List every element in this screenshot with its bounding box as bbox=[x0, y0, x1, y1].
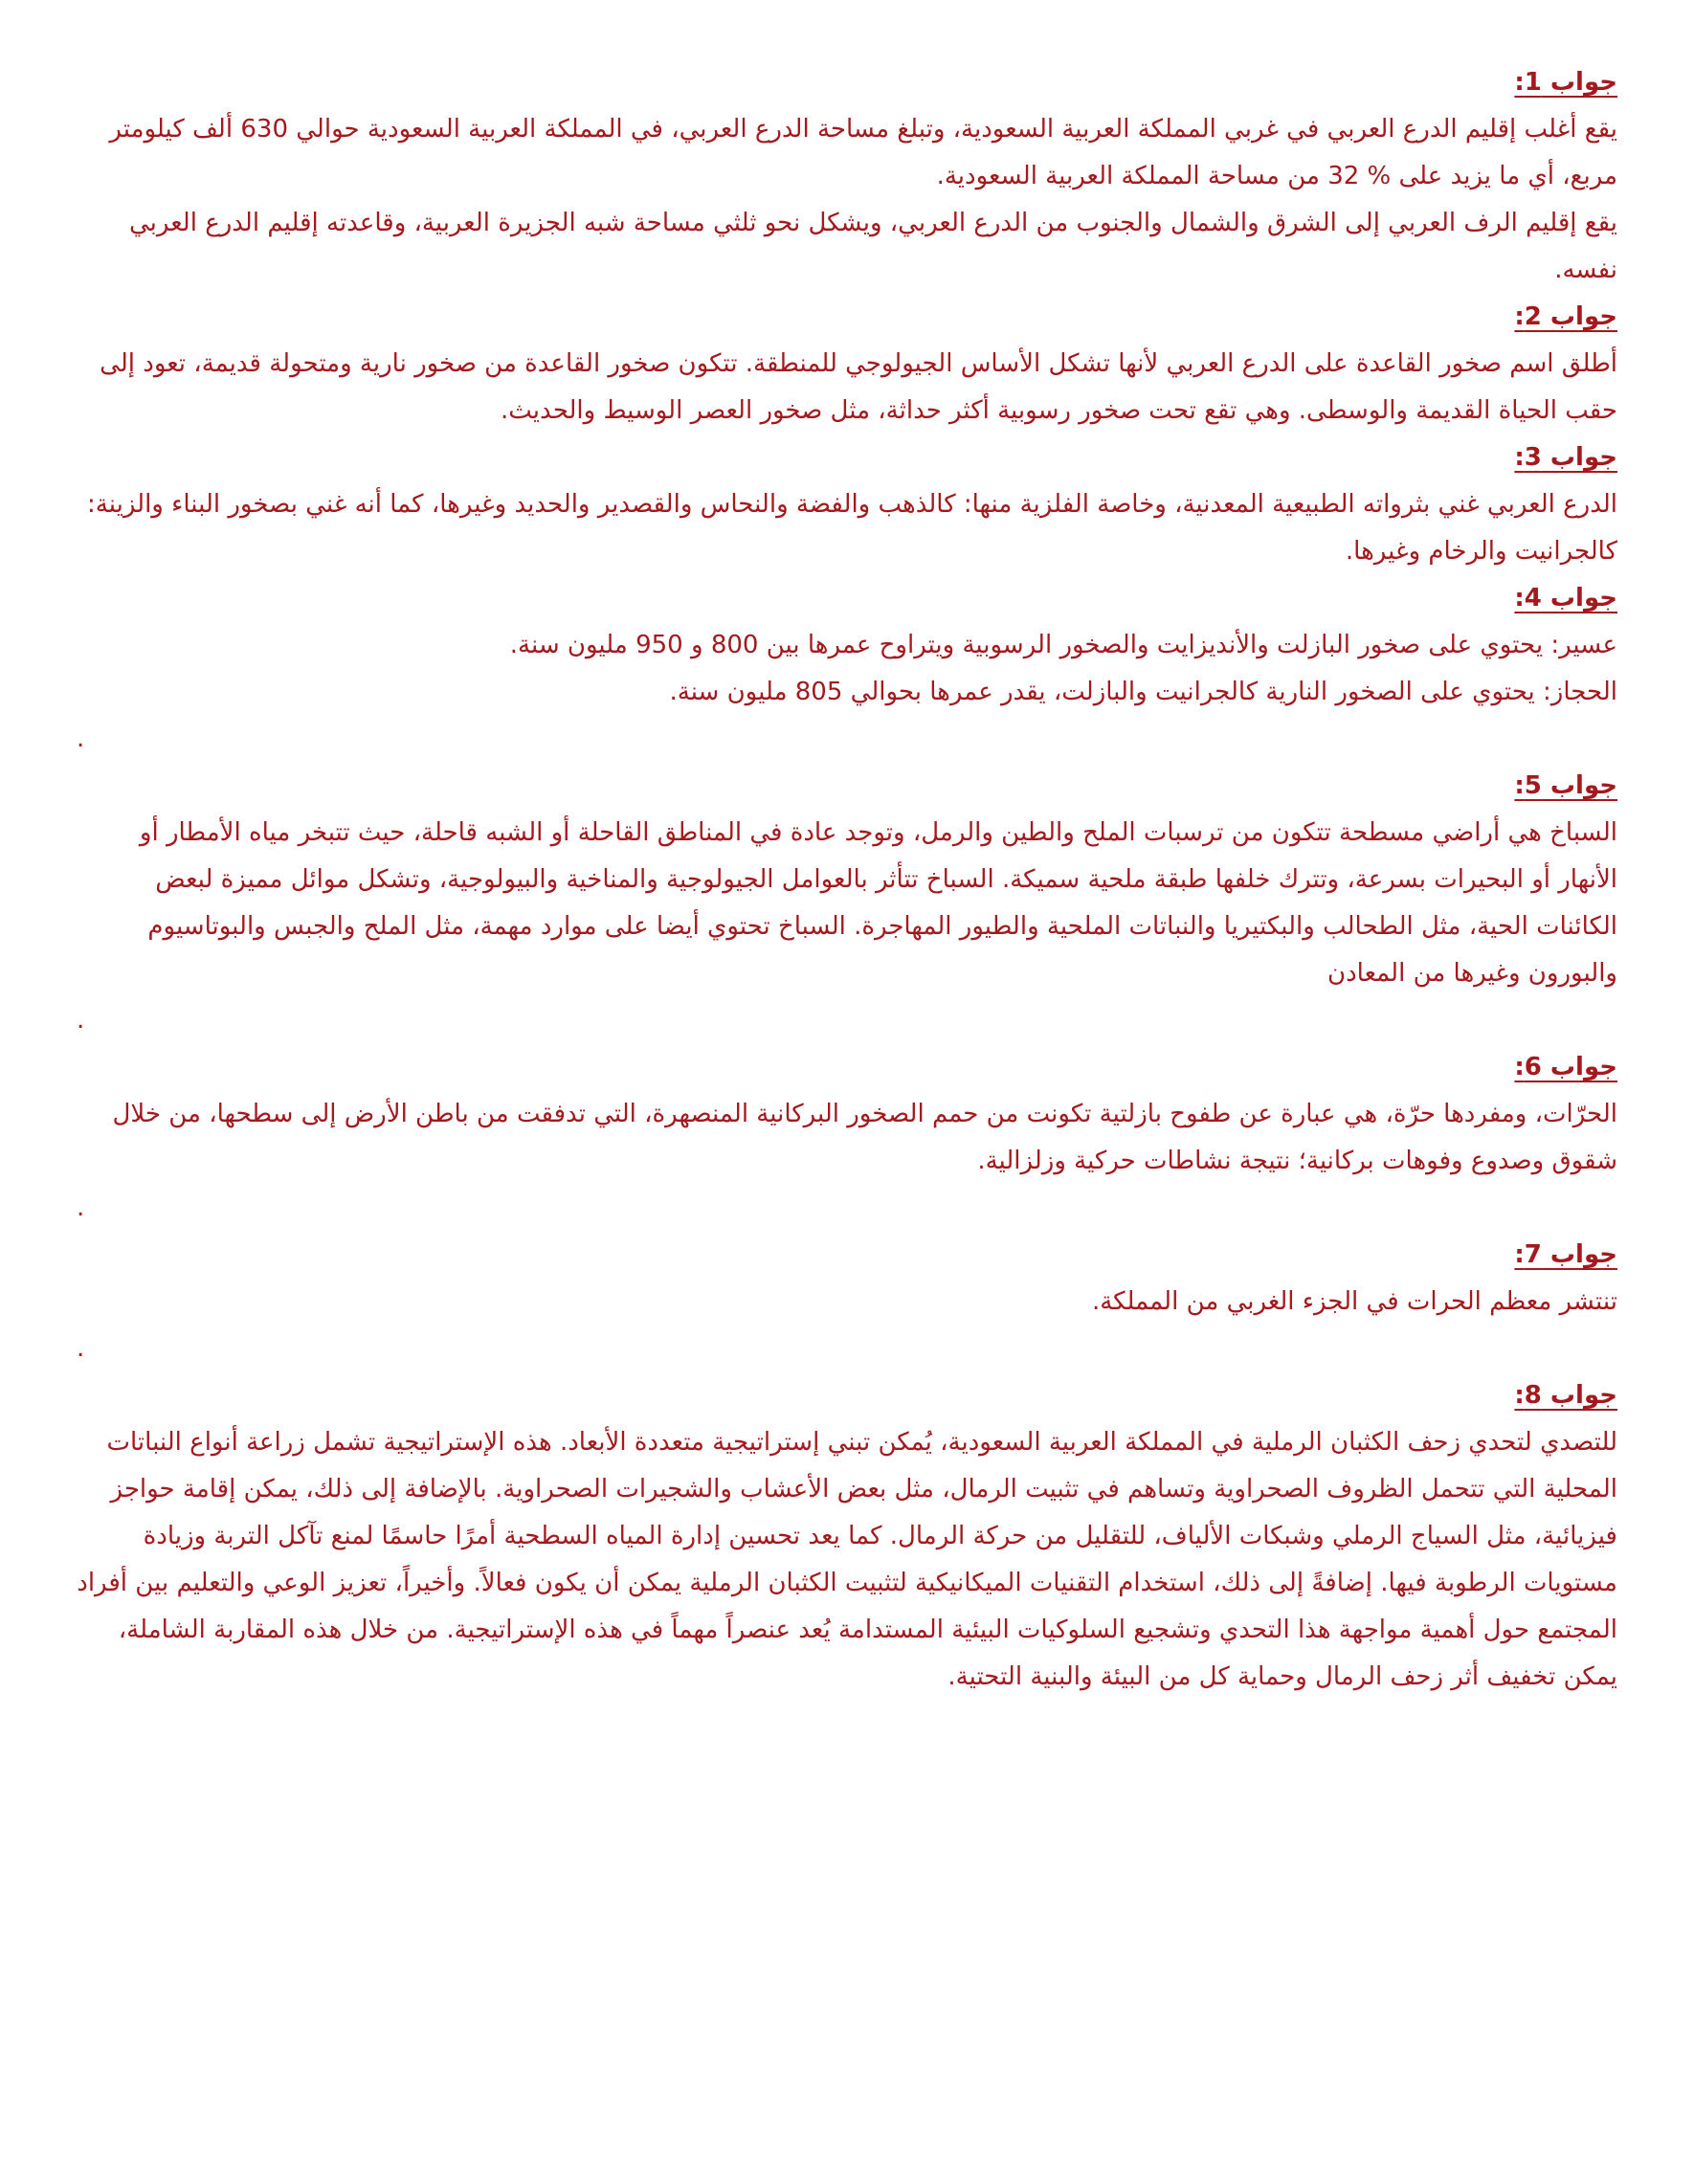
answer-paragraph: يقع أغلب إقليم الدرع العربي في غربي المملكة العربية السعودية، وتبلغ مساحة الدرع العربي، في المملكة العربية السعودية حوالي 630 ألف كيلومتر مربع، أي ما يزيد على % 32 من مساحة المملكة العربية السعودية. bbox=[109, 115, 1617, 190]
answer-section bbox=[77, 575, 1617, 763]
answer-heading: جواب 4: bbox=[1514, 584, 1617, 613]
answer-heading: جواب 6: bbox=[1514, 1053, 1617, 1081]
answer-section bbox=[77, 435, 1617, 575]
answer-paragraph: يقع إقليم الرف العربي إلى الشرق والشمال والجنوب من الدرع العربي، ويشكل نحو ثلثي مساحة شبه الجزيرة العربية، وقاعدته إقليم الدرع العربي نفسه. bbox=[129, 209, 1617, 284]
answer-paragraph: أطلق اسم صخور القاعدة على الدرع العربي لأنها تشكل الأساس الجيولوجي للمنطقة. تتكون صخور القاعدة من صخور نارية ومتحولة قديمة، تعود إلى حقب الحياة القديمة والوسطى. وهي تقع تحت صخور رسوبية أكثر حداثة، مثل صخور العصر الوسيط والحديث. bbox=[100, 349, 1617, 425]
answer-paragraph: السباخ هي أراضي مسطحة تتكون من ترسبات الملح والطين والرمل، وتوجد عادة في المناطق القاحلة أو الشبه قاحلة، حيث تتبخر مياه الأمطار أو الأنهار أو البحيرات بسرعة، وتترك خلفها طبقة ملحية سميكة. السباخ تتأثر بالعوامل الجيولوجية والمناخية والبيولوجية، وتشكل موائل مميزة لبعض الكائنات الحية، مثل الطحالب والبكتيريا والنباتات الملحية والطيور المهاجرة. السباخ تحتوي أيضا على موارد مهمة، مثل الملح والجبس والبوتاسيوم والبورون وغيرها من المعادن bbox=[139, 818, 1617, 988]
spacer-dot: . bbox=[77, 724, 85, 753]
answer-section bbox=[77, 763, 1617, 1044]
spacer-dot: . bbox=[77, 1193, 85, 1222]
answer-paragraph: تنتشر معظم الحرات في الجزء الغربي من المملكة. bbox=[1091, 1287, 1617, 1316]
answer-paragraph: الدرع العربي غني بثرواته الطبيعية المعدنية، وخاصة الفلزية منها: كالذهب والفضة والنحاس والقصدير والحديد وغيرها، كما أنه غني بصخور البناء والزينة: كالجرانيت والرخام وغيرها. bbox=[87, 490, 1617, 566]
answer-heading: جواب 2: bbox=[1514, 302, 1617, 331]
answer-section bbox=[77, 294, 1617, 435]
answer-section bbox=[77, 1044, 1617, 1232]
answer-heading: جواب 7: bbox=[1514, 1240, 1617, 1269]
answer-section bbox=[77, 1372, 1617, 1701]
answer-heading: جواب 3: bbox=[1514, 443, 1617, 472]
answer-paragraph: للتصدي لتحدي زحف الكثبان الرملية في المملكة العربية السعودية، يُمكن تبني إستراتيجية متعددة الأبعاد. هذه الإستراتيجية تشمل زراعة أنواع النباتات المحلية التي تتحمل الظروف الصحراوية وتساهم في تثبيت الرمال، مثل بعض الأعشاب والشجيرات الصحراوية. بالإضافة إلى ذلك، يمكن إقامة حواجز فيزيائية، مثل السياج الرملي وشبكات الألياف، للتقليل من حركة الرمال. كما يعد تحسين إدارة المياه السطحية أمرًا حاسمًا لمنع تآكل التربة وزيادة مستويات الرطوبة فيها. إضافةً إلى ذلك، استخدام التقنيات الميكانيكية لتثبيت الكثبان الرملية يمكن أن يكون فعالاً. وأخيراً، تعزيز الوعي والتعليم بين أفراد المجتمع حول أهمية مواجهة هذا التحدي وتشجيع السلوكيات البيئية المستدامة يُعد عنصراً مهماً في هذه الإستراتيجية. من خلال هذه المقاربة الشاملة، يمكن تخفيف أثر زحف الرمال وحماية كل من البيئة والبنية التحتية. bbox=[77, 1428, 1617, 1691]
document-page bbox=[77, 59, 1617, 1701]
answer-paragraph: عسير: يحتوي على صخور البازلت والأنديزايت والصخور الرسوبية ويتراوح عمرها بين 800 و 950 مليون سنة. bbox=[509, 631, 1617, 659]
answer-paragraph: الحرّات، ومفردها حرّة، هي عبارة عن طفوح بازلتية تكونت من حمم الصخور البركانية المنصهرة، التي تدفقت من باطن الأرض إلى سطحها، من خلال شقوق وصدوع وفوهات بركانية؛ نتيجة نشاطات حركية وزلزالية. bbox=[112, 1100, 1617, 1175]
answer-heading: جواب 1: bbox=[1514, 68, 1617, 97]
spacer-dot: . bbox=[77, 1334, 85, 1363]
answer-heading: جواب 8: bbox=[1514, 1381, 1617, 1410]
answer-heading: جواب 5: bbox=[1514, 771, 1617, 800]
spacer-dot: . bbox=[77, 1006, 85, 1035]
answer-section bbox=[77, 1232, 1617, 1372]
answer-paragraph: الحجاز: يحتوي على الصخور النارية كالجرانيت والبازلت، يقدر عمرها بحوالي 805 مليون سنة. bbox=[669, 678, 1617, 706]
answer-section bbox=[77, 59, 1617, 294]
